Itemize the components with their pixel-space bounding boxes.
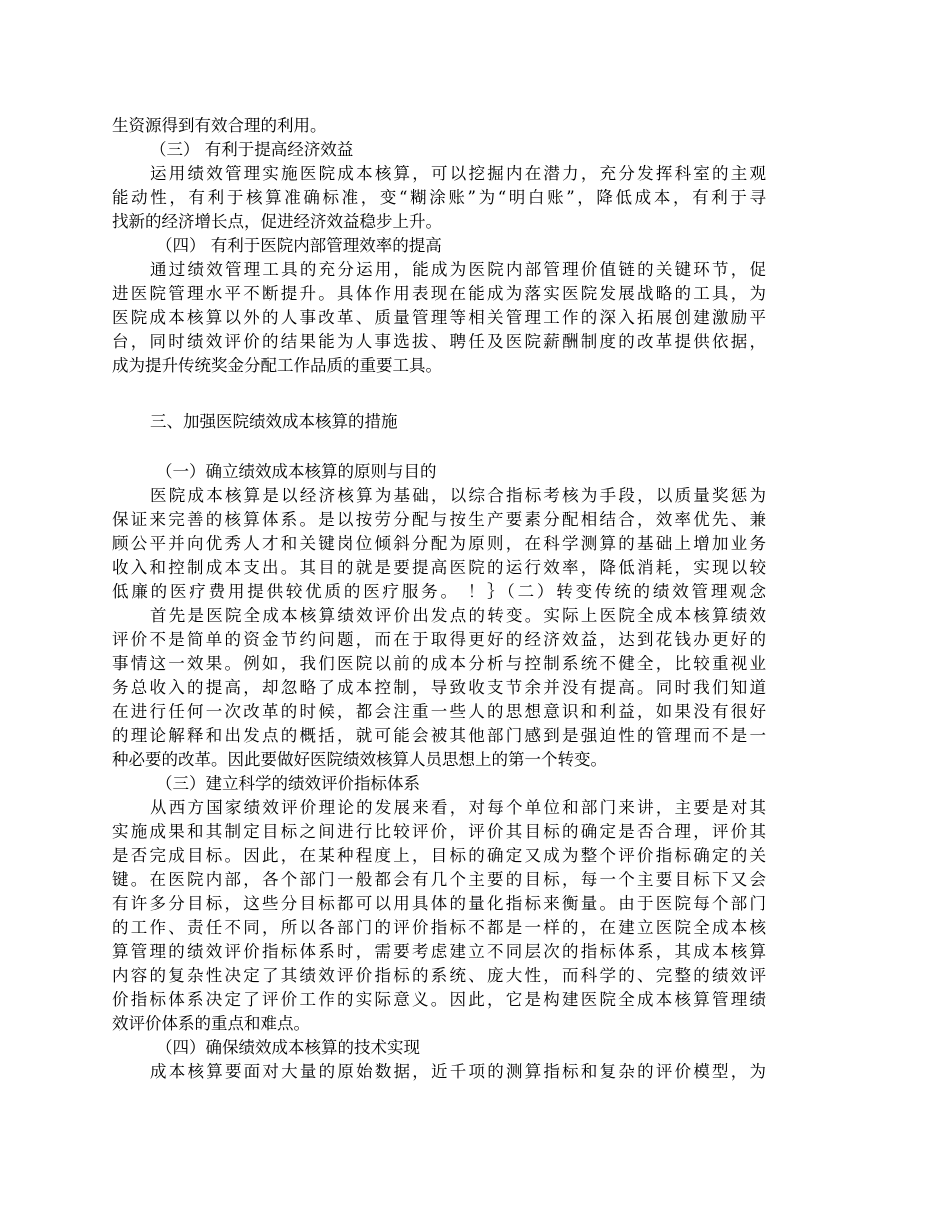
text-line: 价指标体系决定了评价工作的实际意义。因此，它是构建医院全成本核算管理绩: [112, 990, 766, 1009]
text-line: 低廉的医疗费用提供较优质的医疗服务。 ！｝（二）转变传统的绩效管理观念: [112, 582, 766, 601]
text-line: 成本核算要面对大量的原始数据，近千项的测算指标和复杂的评价模型，为: [150, 1062, 766, 1081]
text-line: 台，同时绩效评价的结果能为人事选拔、聘任及医院薪酬制度的改革提供依据，: [112, 332, 766, 351]
text-line: 找新的经济增长点，促进经济效益稳步上升。: [112, 212, 442, 231]
text-line: 进医院管理水平不断提升。具体作用表现在能成为落实医院发展战略的工具，为: [112, 284, 766, 303]
text-line: 的理论解释和出发点的概括，就可能会被其他部门感到是强迫性的管理而不是一: [112, 726, 766, 745]
text-line: 实施成果和其制定目标之间进行比较评价，评价其目标的确定是否合理，评价其: [112, 822, 766, 841]
text-line: 在进行任何一次改革的时候，都会注重一些人的思想意识和利益，如果没有很好: [112, 702, 766, 721]
subsection-heading: （三）建立科学的绩效评价指标体系: [156, 774, 420, 793]
text-line: 医院成本核算是以经济核算为基础，以综合指标考核为手段，以质量奖惩为: [150, 486, 766, 505]
text-line: 是否完成目标。因此，在某种程度上，目标的确定又成为整个评价指标确定的关: [112, 846, 766, 865]
text-line: 事情这一效果。例如，我们医院以前的成本分析与控制系统不健全，比较重视业: [112, 654, 766, 673]
text-line: 效评价体系的重点和难点。: [112, 1014, 310, 1033]
text-line: 生资源得到有效合理的利用。: [112, 116, 327, 135]
text-line: 首先是医院全成本核算绩效评价出发点的转变。实际上医院全成本核算绩效: [150, 606, 766, 625]
text-line: 顾公平并向优秀人才和关键岗位倾斜分配为原则，在科学测算的基础上增加业务: [112, 534, 766, 553]
subsection-heading: （三） 有利于提高经济效益: [150, 140, 354, 159]
section-heading: 三、加强医院绩效成本核算的措施: [150, 412, 398, 431]
text-line: 有许多分目标，这些分目标都可以用具体的量化指标来衡量。由于医院每个部门: [112, 894, 766, 913]
text-line: 能动性，有利于核算准确标准，变“糊涂账”为“明白账”，降低成本，有利于寻: [112, 188, 766, 207]
text-line: 种必要的改革。因此要做好医院绩效核算人员思想上的第一个转变。: [112, 750, 607, 769]
text-line: 从西方国家绩效评价理论的发展来看，对每个单位和部门来讲，主要是对其: [150, 798, 766, 817]
text-line: 通过绩效管理工具的充分运用，能成为医院内部管理价值链的关键环节，促: [150, 260, 766, 279]
text-line: 运用绩效管理实施医院成本核算，可以挖掘内在潜力，充分发挥科室的主观: [150, 164, 766, 183]
text-line: 键。在医院内部，各个部门一般都会有几个主要的目标，每一个主要目标下又会: [112, 870, 766, 889]
text-line: 务总收入的提高，却忽略了成本控制，导致收支节余并没有提高。同时我们知道: [112, 678, 766, 697]
subsection-heading: （四） 有利于医院内部管理效率的提高: [156, 236, 442, 255]
text-line: 收入和控制成本支出。其目的就是要提高医院的运行效率，降低消耗，实现以较: [112, 558, 766, 577]
text-line: 保证来完善的核算体系。是以按劳分配与按生产要素分配相结合，效率优先、兼: [112, 510, 766, 529]
text-line: 算管理的绩效评价指标体系时，需要考虑建立不同层次的指标体系，其成本核算: [112, 942, 766, 961]
text-line: 评价不是简单的资金节约问题，而在于取得更好的经济效益，达到花钱办更好的: [112, 630, 766, 649]
subsection-heading: （一）确立绩效成本核算的原则与目的: [156, 462, 437, 481]
text-line: 的工作、责任不同，所以各部门的评价指标不都是一样的，在建立医院全成本核: [112, 918, 766, 937]
subsection-heading: （四）确保绩效成本核算的技术实现: [156, 1038, 420, 1057]
text-line: 医院成本核算以外的人事改革、质量管理等相关管理工作的深入拓展创建激励平: [112, 308, 766, 327]
text-line: 成为提升传统奖金分配工作品质的重要工具。: [112, 356, 442, 375]
text-line: 内容的复杂性决定了其绩效评价指标的系统、庞大性，而科学的、完整的绩效评: [112, 966, 766, 985]
